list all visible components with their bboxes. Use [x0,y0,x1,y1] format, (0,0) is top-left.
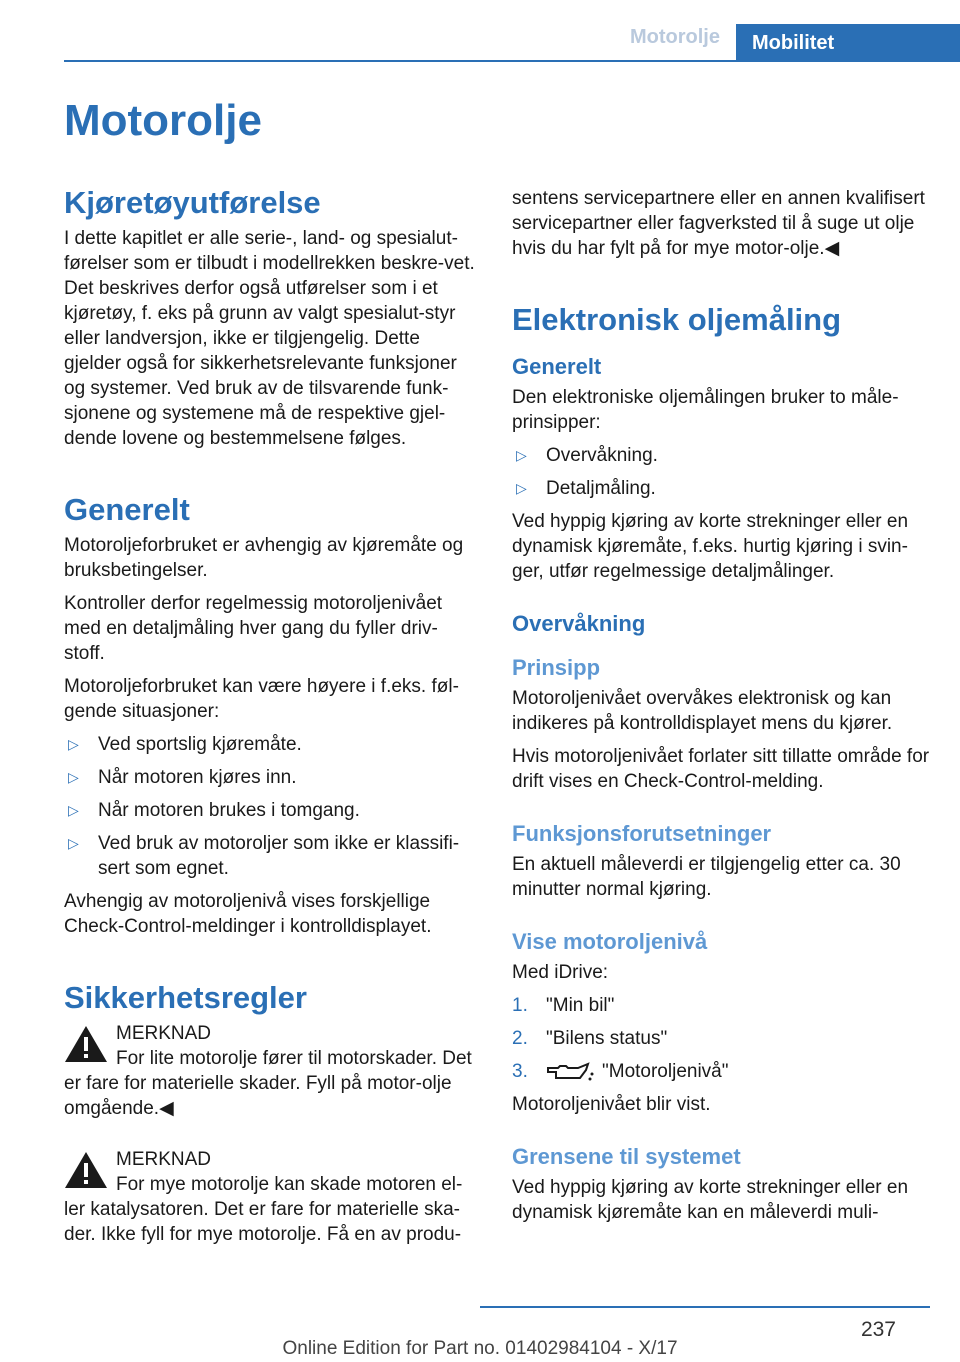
subheading-overvakning: Overvåkning [512,611,646,636]
warning-triangle-icon [64,1025,108,1063]
paragraph-continued: sentens servicepartnere eller en annen kvalifisert servicepartner eller fagverksted til å suge ut olje hvis du har fylt på for mye motor-olje.◀ [512,188,925,259]
paragraph-grensene: Ved hyppig kjøring av korte strekninger eller en dynamisk kjøremåte kan en måleverdi muli- [512,1177,909,1223]
paragraph-generelt-4: Avhengig av motoroljenivå vises forskjellige Check-Control-meldinger i kontrolldisplayet. [64,891,432,937]
subheading-generelt: Generelt [512,354,602,379]
paragraph-funksjonsforutsetninger: En aktuell måleverdi er tilgjengelig etter ca. 30 minutter normal kjøring. [512,854,901,900]
paragraph-generelt-3: Motoroljeforbruket kan være høyere i f.eks. føl-gende situasjoner: [64,676,459,722]
paragraph-kjoretoyutforelse: I dette kapitlet er alle serie-, land- og spesialut-førelser som er tilbudt i modellrekken beskre-vet. Det beskrives derfor også utførelser som i et kjøretøy, f. eks på grunn av valgt spesialut-styr eller landversjon, ikke er tilgjengelig. Dette gjelder også for sikkerhetsrelevante funksjoner og systemer. Ved bruk av de tilsvarende funk-sjonene og systemene må de respektive gjel-dende lovene og bestemmelsene følges. [64,228,475,449]
heading-elektronisk-oljemaling: Elektronisk oljemåling [512,302,842,337]
left-column [64,186,478,1255]
warning-text: For mye motorolje kan skade motoren el-ler katalysatoren. Det er fare for materielle ska-der. Ikke fyll for mye motorolje. Få en av produ- [64,1174,463,1245]
paragraph-generelt-2: Kontroller derfor regelmessig motoroljenivået med en detaljmåling hver gang du fyller driv-stoff. [64,593,443,664]
paragraph-prinsipp-1: Motoroljenivået overvåkes elektronisk og kan indikeres på kontrolldisplayet mens du kjører. [512,688,893,734]
list-item: 1. "Min bil" [512,995,615,1016]
heading-kjoretoyutforelse: Kjøretøyutførelse [64,185,321,220]
paragraph-generelt-r2: Ved hyppig kjøring av korte strekninger eller en dynamisk kjøremåte, f.eks. hurtig kjøring i svin-ger, utfør regelmessige detaljmålinger. [512,511,909,582]
list-item: 3. "Motoroljenivå" [512,1061,729,1082]
triangle-bullet-icon: ▷ [68,835,79,851]
subheading-grensene: Grensene til systemet [512,1144,741,1169]
list-item: ▷ Ved sportslig kjøremåte. [68,734,302,755]
triangle-bullet-icon: ▷ [68,736,79,752]
page-header [0,0,960,62]
oil-can-icon [546,1062,594,1082]
paragraph-generelt-1: Motoroljeforbruket er avhengig av kjøremåte og bruksbetingelser. [64,535,464,581]
principles-list [512,443,930,501]
warning-label: MERKNAD [116,1149,212,1170]
triangle-bullet-icon: ▷ [68,769,79,785]
subheading-vise-motoroljeniva: Vise motoroljenivå [512,929,708,954]
triangle-bullet-icon: ▷ [516,447,527,463]
subheading-funksjonsforutsetninger: Funksjonsforutsetninger [512,821,772,846]
triangle-bullet-icon: ▷ [516,480,527,496]
list-item: ▷ Overvåkning. [516,445,658,466]
list-item: ▷ Detaljmåling. [516,478,656,499]
warning-label: MERKNAD [116,1023,212,1044]
situations-list [64,732,478,881]
list-item: 2. "Bilens status" [512,1028,668,1049]
warning-notice-1 [64,1021,478,1121]
header-section-label: Motorolje [630,26,720,48]
list-item: ▷ Når motoren brukes i tomgang. [68,800,360,821]
heading-sikkerhetsregler: Sikkerhetsregler [64,980,307,1015]
steps-list [512,993,930,1084]
warning-text: For lite motorolje fører til motorskader. Det er fare for materielle skader. Fyll på motor-olje omgående.◀ [64,1048,472,1119]
paragraph-generelt-r1: Den elektroniske oljemålingen bruker to måle-prinsipper: [512,387,899,433]
list-item: ▷ Ved bruk av motoroljer som ikke er klassifi-sert som egnet. [68,833,460,879]
header-rule [64,60,960,62]
paragraph-prinsipp-2: Hvis motoroljenivået forlater sitt tillatte område for drift vises en Check-Control-melding. [512,746,930,792]
list-item: ▷ Når motoren kjøres inn. [68,767,297,788]
subheading-prinsipp: Prinsipp [512,655,601,680]
warning-triangle-icon [64,1151,108,1189]
paragraph-niva-vist: Motoroljenivået blir vist. [512,1094,711,1115]
warning-notice-2 [64,1147,478,1247]
right-column [512,186,930,1233]
paragraph-med-idrive: Med iDrive: [512,962,609,983]
footer-rule [480,1306,930,1308]
heading-generelt: Generelt [64,492,190,527]
page-title: Motorolje [64,96,262,145]
edition-note: Online Edition for Part no. 01402984104 - X/17 [282,1338,678,1359]
page-number: 237 [860,1318,896,1341]
triangle-bullet-icon: ▷ [68,802,79,818]
header-chapter-tab: Mobilitet [736,24,960,62]
